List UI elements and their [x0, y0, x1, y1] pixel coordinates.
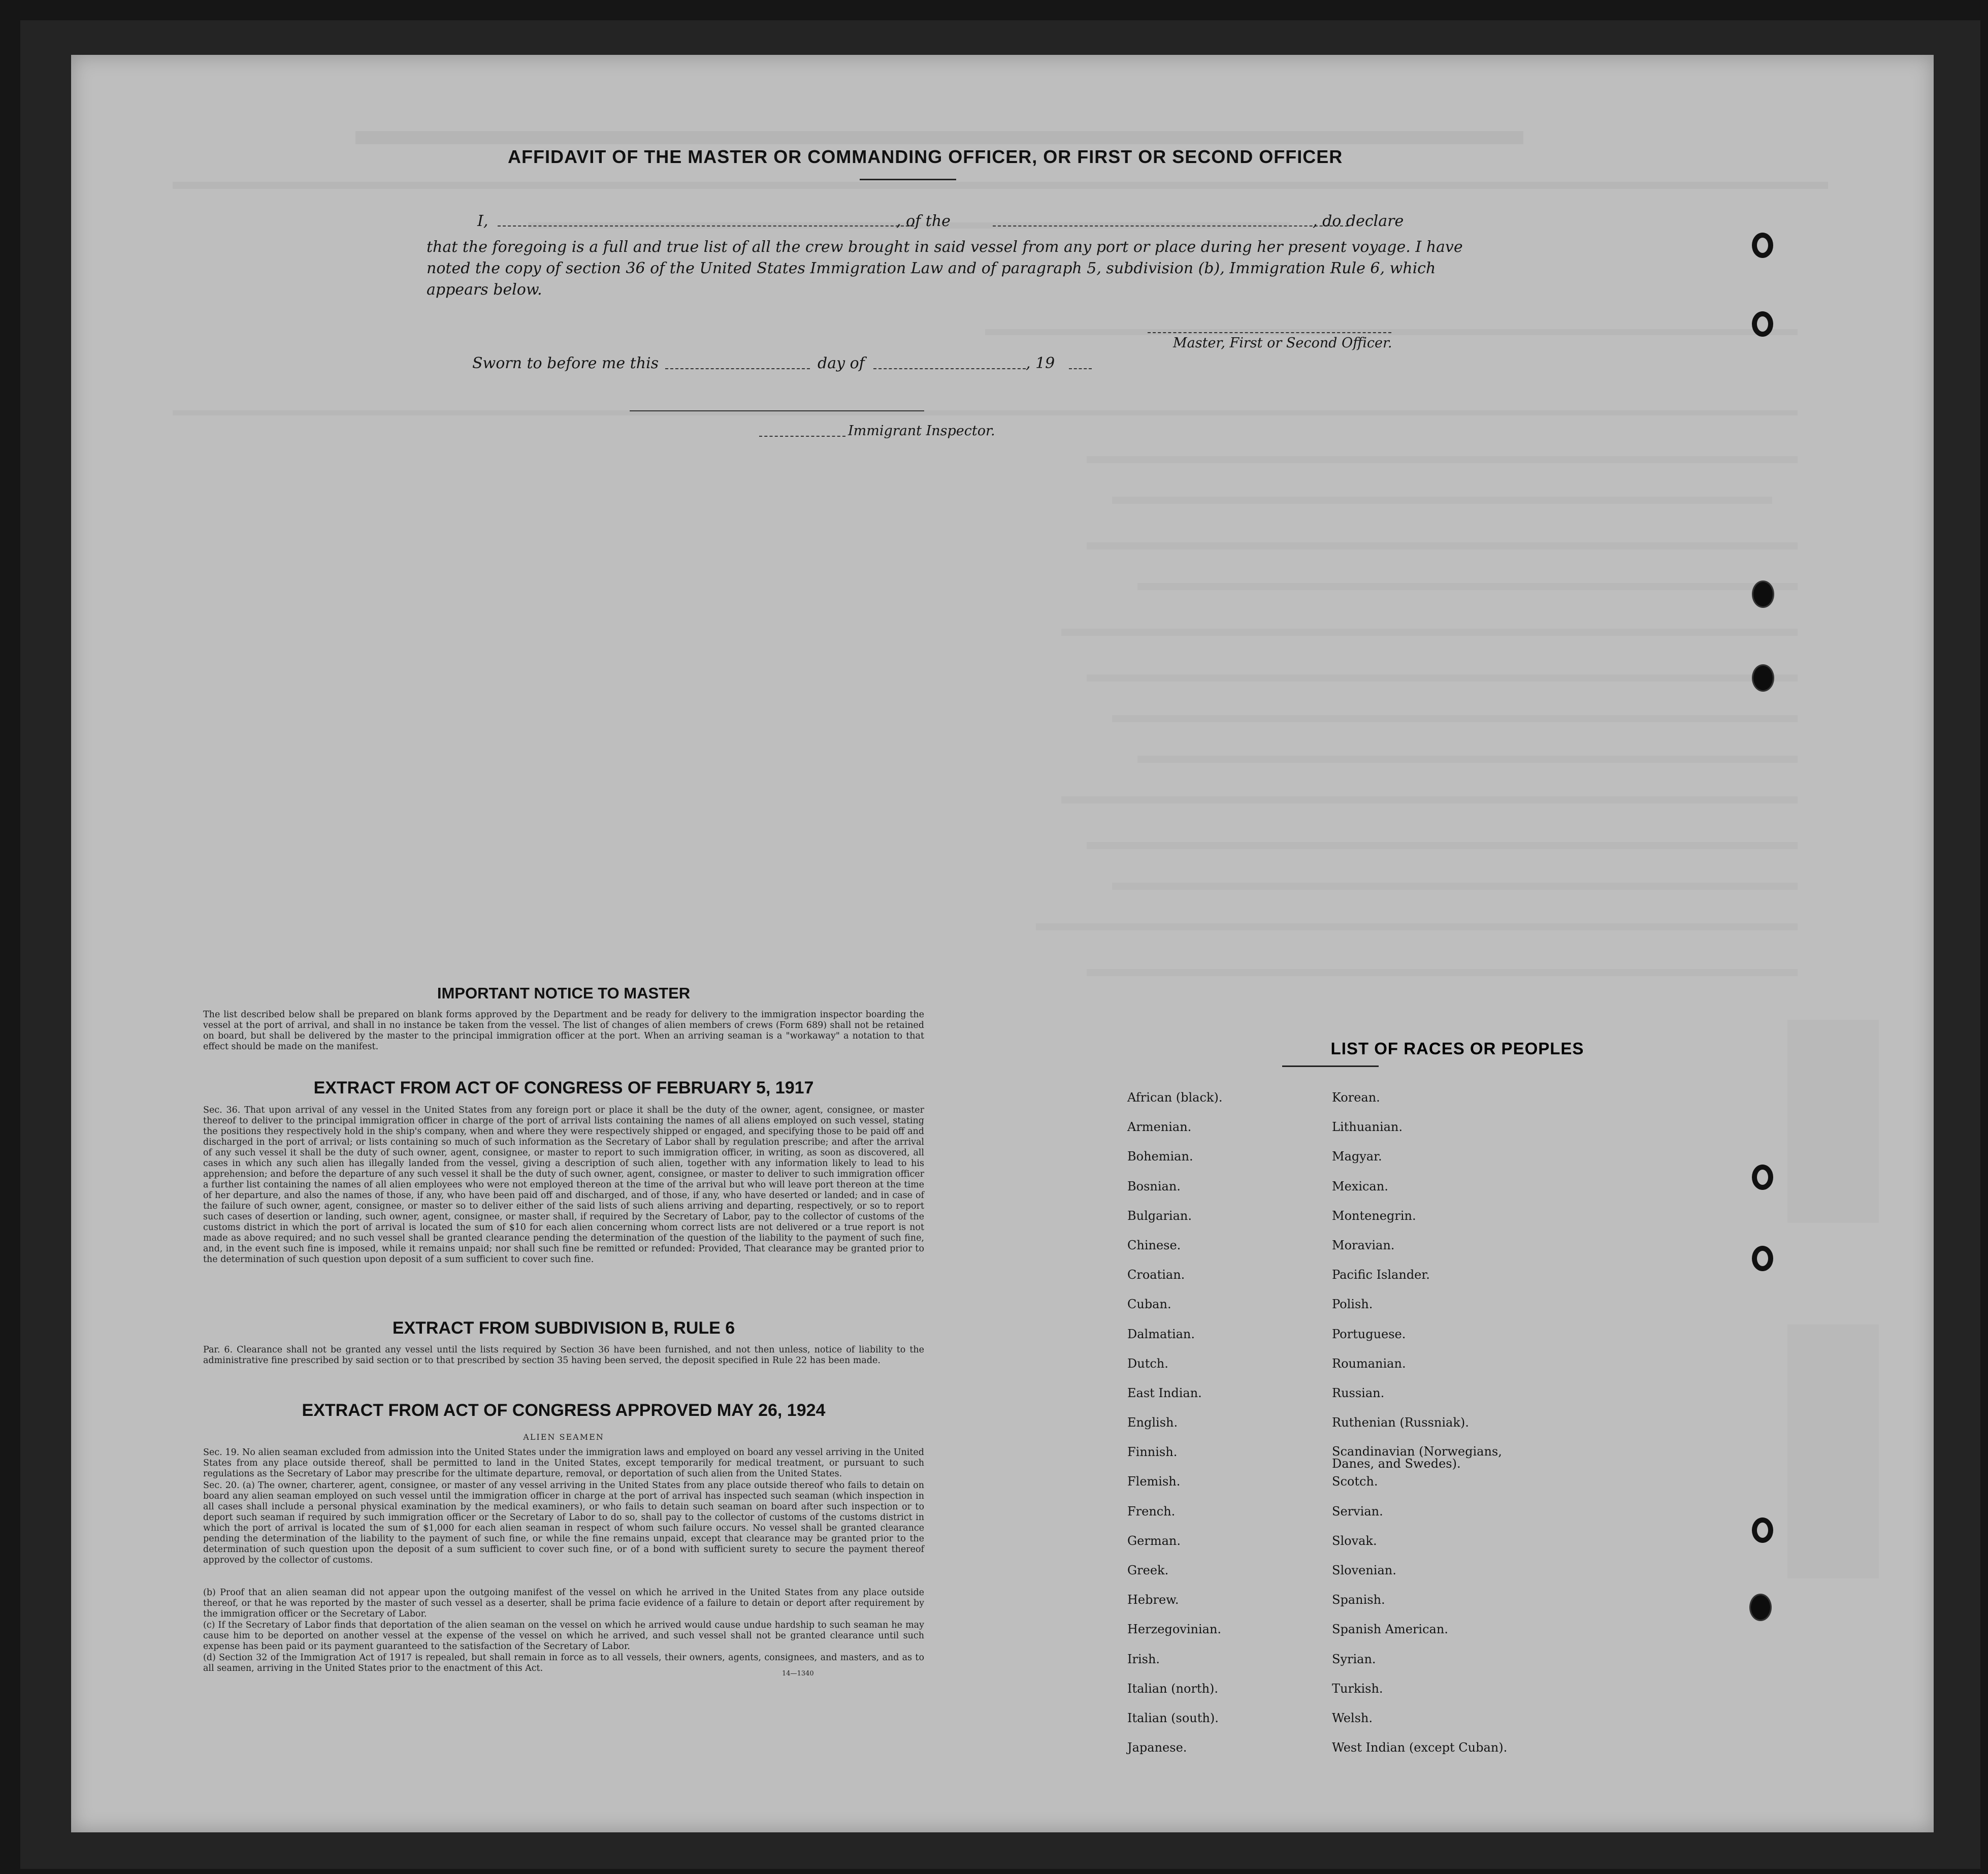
race-item: Cuban. [1127, 1297, 1171, 1312]
extract-1917-text: Sec. 36. That upon arrival of any vessel in the United States from any foreign port or place it shall be the duty of the owner, agent, consignee, or master thereof to deliver to the principal immigration officer in charge of the port of arrival lists containing the names of all aliens employed on such vessel, stating the positions they respectively hold in the ship's company, when and where they were respectively shipped or engaged, and specifying those to be paid off and discharged in the port of arrival; or lists containing so much of such information as the Secretary of Labor shall by regulation prescribe; and after the arrival of any such vessel it shall be the duty of such owner, agent, consignee, or master to report to such immigration officer, in writing, as soon as discovered, all cases in which any such alien has illegally landed from the vessel, giving a description of such alien, together with any information likely to lead to his apprehension; and before the departure of any such vessel it shall be the duty of such owner, agent, consignee, or master to deliver to such immigration officer a further list containing the names of all alien employees who were not employed thereon at the time of the arrival but who will leave port thereon at the time of her departure, and also the names of those, if any, who have been paid off and discharged, and of those, if any, who have deserted or landed; and in case of the failure of such owner, agent, consignee, or master so to deliver either of the said lists of such aliens arriving and departing, respectively, or so to report such cases of desertion or landing, such owner, agent, consignee, or master shall, if required by the Secretary of Labor, pay to the collector of customs of the customs district in which the port of arrival is located the sum of $10 for each alien concerning whom correct lists are not delivered or a true report is not made as above required; and no such vessel shall be granted clearance pending the determination of the question of the liability to the payment of such fine, and, in the event such fine is imposed, while it remains unpaid; nor shall such fine be remitted or refunded: Provided, That clearance may be granted prior to the determination of such question upon deposit of a sum sufficient to cover such fine. [203, 1105, 924, 1265]
extract-1924-sec20a: Sec. 20. (a) The owner, charterer, agent, consignee, or master of any vessel arriving in the United States from any place outside thereof who fails to detain on board any alien seaman employed on such vessel until the immigration officer in charge at the port of arrival has inspected such seaman (which inspection in all cases shall include a personal physical examination by the medical examiners), or who fails to detain such seaman on board after such inspection or to deport such seaman if required by such immigration officer or the Secretary of Labor to do so, shall pay to the collector of customs of the customs district in which the port of arrival is located the sum of $1,000 for each alien seaman in respect of whom such failure occurs. No vessel shall be granted clearance pending the determination of the liability to the payment of such fine, or while the fine remains unpaid, except that clearance may be granted prior to the determination of such question upon the deposit of a sum sufficient to cover such fine, or of a bond with sufficient surety to secure the payment thereof approved by the collector of customs. [203, 1480, 924, 1565]
race-item: West Indian (except Cuban). [1332, 1740, 1508, 1755]
race-item: Russian. [1332, 1385, 1385, 1400]
sworn-day-blank [665, 368, 810, 369]
race-item: English. [1127, 1415, 1178, 1430]
race-item: Hebrew. [1127, 1593, 1179, 1607]
race-item: Turkish. [1332, 1681, 1383, 1696]
race-item: Syrian. [1332, 1652, 1376, 1666]
punch-hole-ring [1752, 311, 1773, 337]
race-item: Japanese. [1127, 1740, 1187, 1755]
races-right-column [1332, 1091, 1515, 1770]
race-item: Mexican. [1332, 1179, 1388, 1193]
extract-1917-heading: EXTRACT FROM ACT OF CONGRESS OF FEBRUARY 5, 1917 [313, 1078, 814, 1097]
race-item: Moravian. [1332, 1238, 1395, 1252]
bleed-through-texture [71, 55, 1934, 1832]
notice-heading: IMPORTANT NOTICE TO MASTER [437, 984, 691, 1002]
race-item: German. [1127, 1533, 1181, 1548]
inspector-signature-blank [630, 410, 924, 411]
race-item: East Indian. [1127, 1385, 1202, 1400]
race-item: Portuguese. [1332, 1327, 1406, 1341]
race-item: Herzegovinian. [1127, 1622, 1222, 1637]
race-item: Magyar. [1332, 1149, 1382, 1164]
affidavit-line-do-declare: , do declare [1313, 212, 1404, 230]
races-left-column [1127, 1091, 1222, 1770]
year-prefix: , 19 [1026, 354, 1055, 372]
title-underline [860, 179, 956, 180]
name-blank [498, 225, 914, 227]
form-number: 14—1340 [782, 1670, 814, 1677]
punch-hole-ring [1752, 1246, 1773, 1271]
extract-1924-sec20c: (c) If the Secretary of Labor finds that deportation of the alien seaman on the vessel on which he arrived would cause undue hardship to such seaman he may cause him to be deported on another vessel at the expense of the vessel on which he arrived, and such vessel shall not be granted clearance until such expense has been paid or its payment guaranteed to the satisfaction of the Secretary of Labor. [203, 1620, 924, 1652]
master-signature-label: Master, First or Second Officer. [1173, 335, 1392, 351]
race-item: Bohemian. [1127, 1149, 1193, 1164]
document-page [71, 55, 1934, 1832]
affidavit-line-of-the: , of the [896, 212, 951, 230]
day-of-label: day of [818, 354, 865, 372]
alien-seamen-subheading: ALIEN SEAMEN [523, 1432, 604, 1442]
race-item: Dutch. [1127, 1356, 1168, 1371]
race-item: Servian. [1332, 1504, 1383, 1518]
race-item: Armenian. [1127, 1120, 1192, 1135]
extract-1924-sec19: Sec. 19. No alien seaman excluded from admission into the United States under the immigration laws and employed on board any vessel arriving in the United States from any place outside thereof, shall be permitted to land in the United States, except temporarily for medical treatment, or pursuant to such regulations as the Secretary of Labor may prescribe for the ultimate departure, removal, or deportation of such alien from the United States. [203, 1447, 924, 1479]
affidavit-title: AFFIDAVIT OF THE MASTER OR COMMANDING OFFICER, OR FIRST OR SECOND OFFICER [508, 146, 1343, 167]
race-item: Roumanian. [1332, 1356, 1406, 1371]
race-item: Slovenian. [1332, 1563, 1396, 1577]
extract-rule6-heading: EXTRACT FROM SUBDIVISION B, RULE 6 [392, 1318, 735, 1338]
affidavit-line-i: I, [477, 212, 488, 230]
race-item: French. [1127, 1504, 1176, 1518]
inspector-label: Immigrant Inspector. [848, 423, 995, 439]
extract-1924-heading: EXTRACT FROM ACT OF CONGRESS APPROVED MAY 26, 1924 [302, 1401, 826, 1420]
notice-text: The list described below shall be prepared on blank forms approved by the Department and be ready for delivery to the immigration inspector boarding the vessel at the port of arrival, and shall in no instance be taken from the vessel. The list of changes of alien members of crews (Form 689) shall not be retained on board, but shall be delivered by the master to the principal immigration officer at the port. When an arriving seaman is a "workaway" a notation to that effect should be made on the manifest. [203, 1010, 924, 1052]
affidavit-paragraph: that the foregoing is a full and true list of all the crew brought in said vessel from any port or place during her present voyage. I have noted the copy of section 36 of the United States Immigration Law and of paragraph 5, subdivision (b), Immigration Rule 6, which appears below. [427, 238, 1463, 299]
race-item: Bosnian. [1127, 1179, 1181, 1193]
punch-hole [1749, 1594, 1772, 1621]
race-item: Polish. [1332, 1297, 1373, 1312]
race-item: Lithuanian. [1332, 1120, 1403, 1135]
race-item: Pacific Islander. [1332, 1268, 1430, 1282]
extract-1924-sec20d: (d) Section 32 of the Immigration Act of 1917 is repealed, but shall remain in force as to all vessels, their owners, agents, consignees, and masters, and as to all seamen, arriving in the United States prior to the enactment of this Act. [203, 1653, 924, 1673]
race-item: African (black). [1127, 1090, 1223, 1105]
races-heading-underline [1282, 1065, 1379, 1067]
race-item: Montenegrin. [1332, 1208, 1416, 1223]
punch-hole-ring [1752, 1165, 1773, 1190]
sworn-label: Sworn to before me this [472, 354, 659, 372]
race-item: Korean. [1332, 1090, 1380, 1105]
race-item: Welsh. [1332, 1710, 1373, 1725]
race-item: Slovak. [1332, 1533, 1377, 1548]
race-item: Irish. [1127, 1652, 1160, 1666]
race-item: Scandinavian (Norwegians, Danes, and Swedes). [1332, 1444, 1502, 1471]
race-item: Finnish. [1127, 1445, 1178, 1460]
races-heading: LIST OF RACES OR PEOPLES [1330, 1039, 1584, 1058]
race-item: Chinese. [1127, 1238, 1181, 1252]
sworn-month-blank [873, 368, 1026, 369]
race-item: Spanish American. [1332, 1622, 1448, 1637]
master-signature-blank [1148, 332, 1391, 333]
race-item: Dalmatian. [1127, 1327, 1195, 1341]
inspector-prefix-blank [759, 436, 845, 437]
race-item: Italian (north). [1127, 1681, 1219, 1696]
punch-hole [1752, 664, 1774, 692]
punch-hole-ring [1752, 1517, 1773, 1543]
race-item: Scotch. [1332, 1474, 1378, 1489]
race-item: Spanish. [1332, 1593, 1385, 1607]
race-item: Bulgarian. [1127, 1208, 1192, 1223]
race-item: Croatian. [1127, 1268, 1185, 1282]
race-item: Flemish. [1127, 1474, 1181, 1489]
extract-1924-sec20b: (b) Proof that an alien seaman did not appear upon the outgoing manifest of the vessel on which he arrived in the United States from any place outside thereof, or that he was reported by the master of such vessel as a deserter, shall be prima facie evidence of a failure to detain or deport after requirement by the immigration officer or the Secretary of Labor. [203, 1588, 924, 1619]
race-item: Italian (south). [1127, 1710, 1219, 1725]
extract-rule6-text: Par. 6. Clearance shall not be granted any vessel until the lists required by Section 36 have been furnished, and not then unless, notice of liability to the administrative fine prescribed by said section or to that prescribed by section 35 having been served, the deposit specified in Rule 22 has been made. [203, 1345, 924, 1366]
vessel-blank [993, 225, 1348, 227]
punch-hole-ring [1752, 233, 1773, 258]
sworn-year-blank [1069, 368, 1092, 369]
punch-hole [1752, 580, 1774, 608]
race-item: Ruthenian (Russniak). [1332, 1415, 1469, 1430]
race-item: Greek. [1127, 1563, 1169, 1577]
